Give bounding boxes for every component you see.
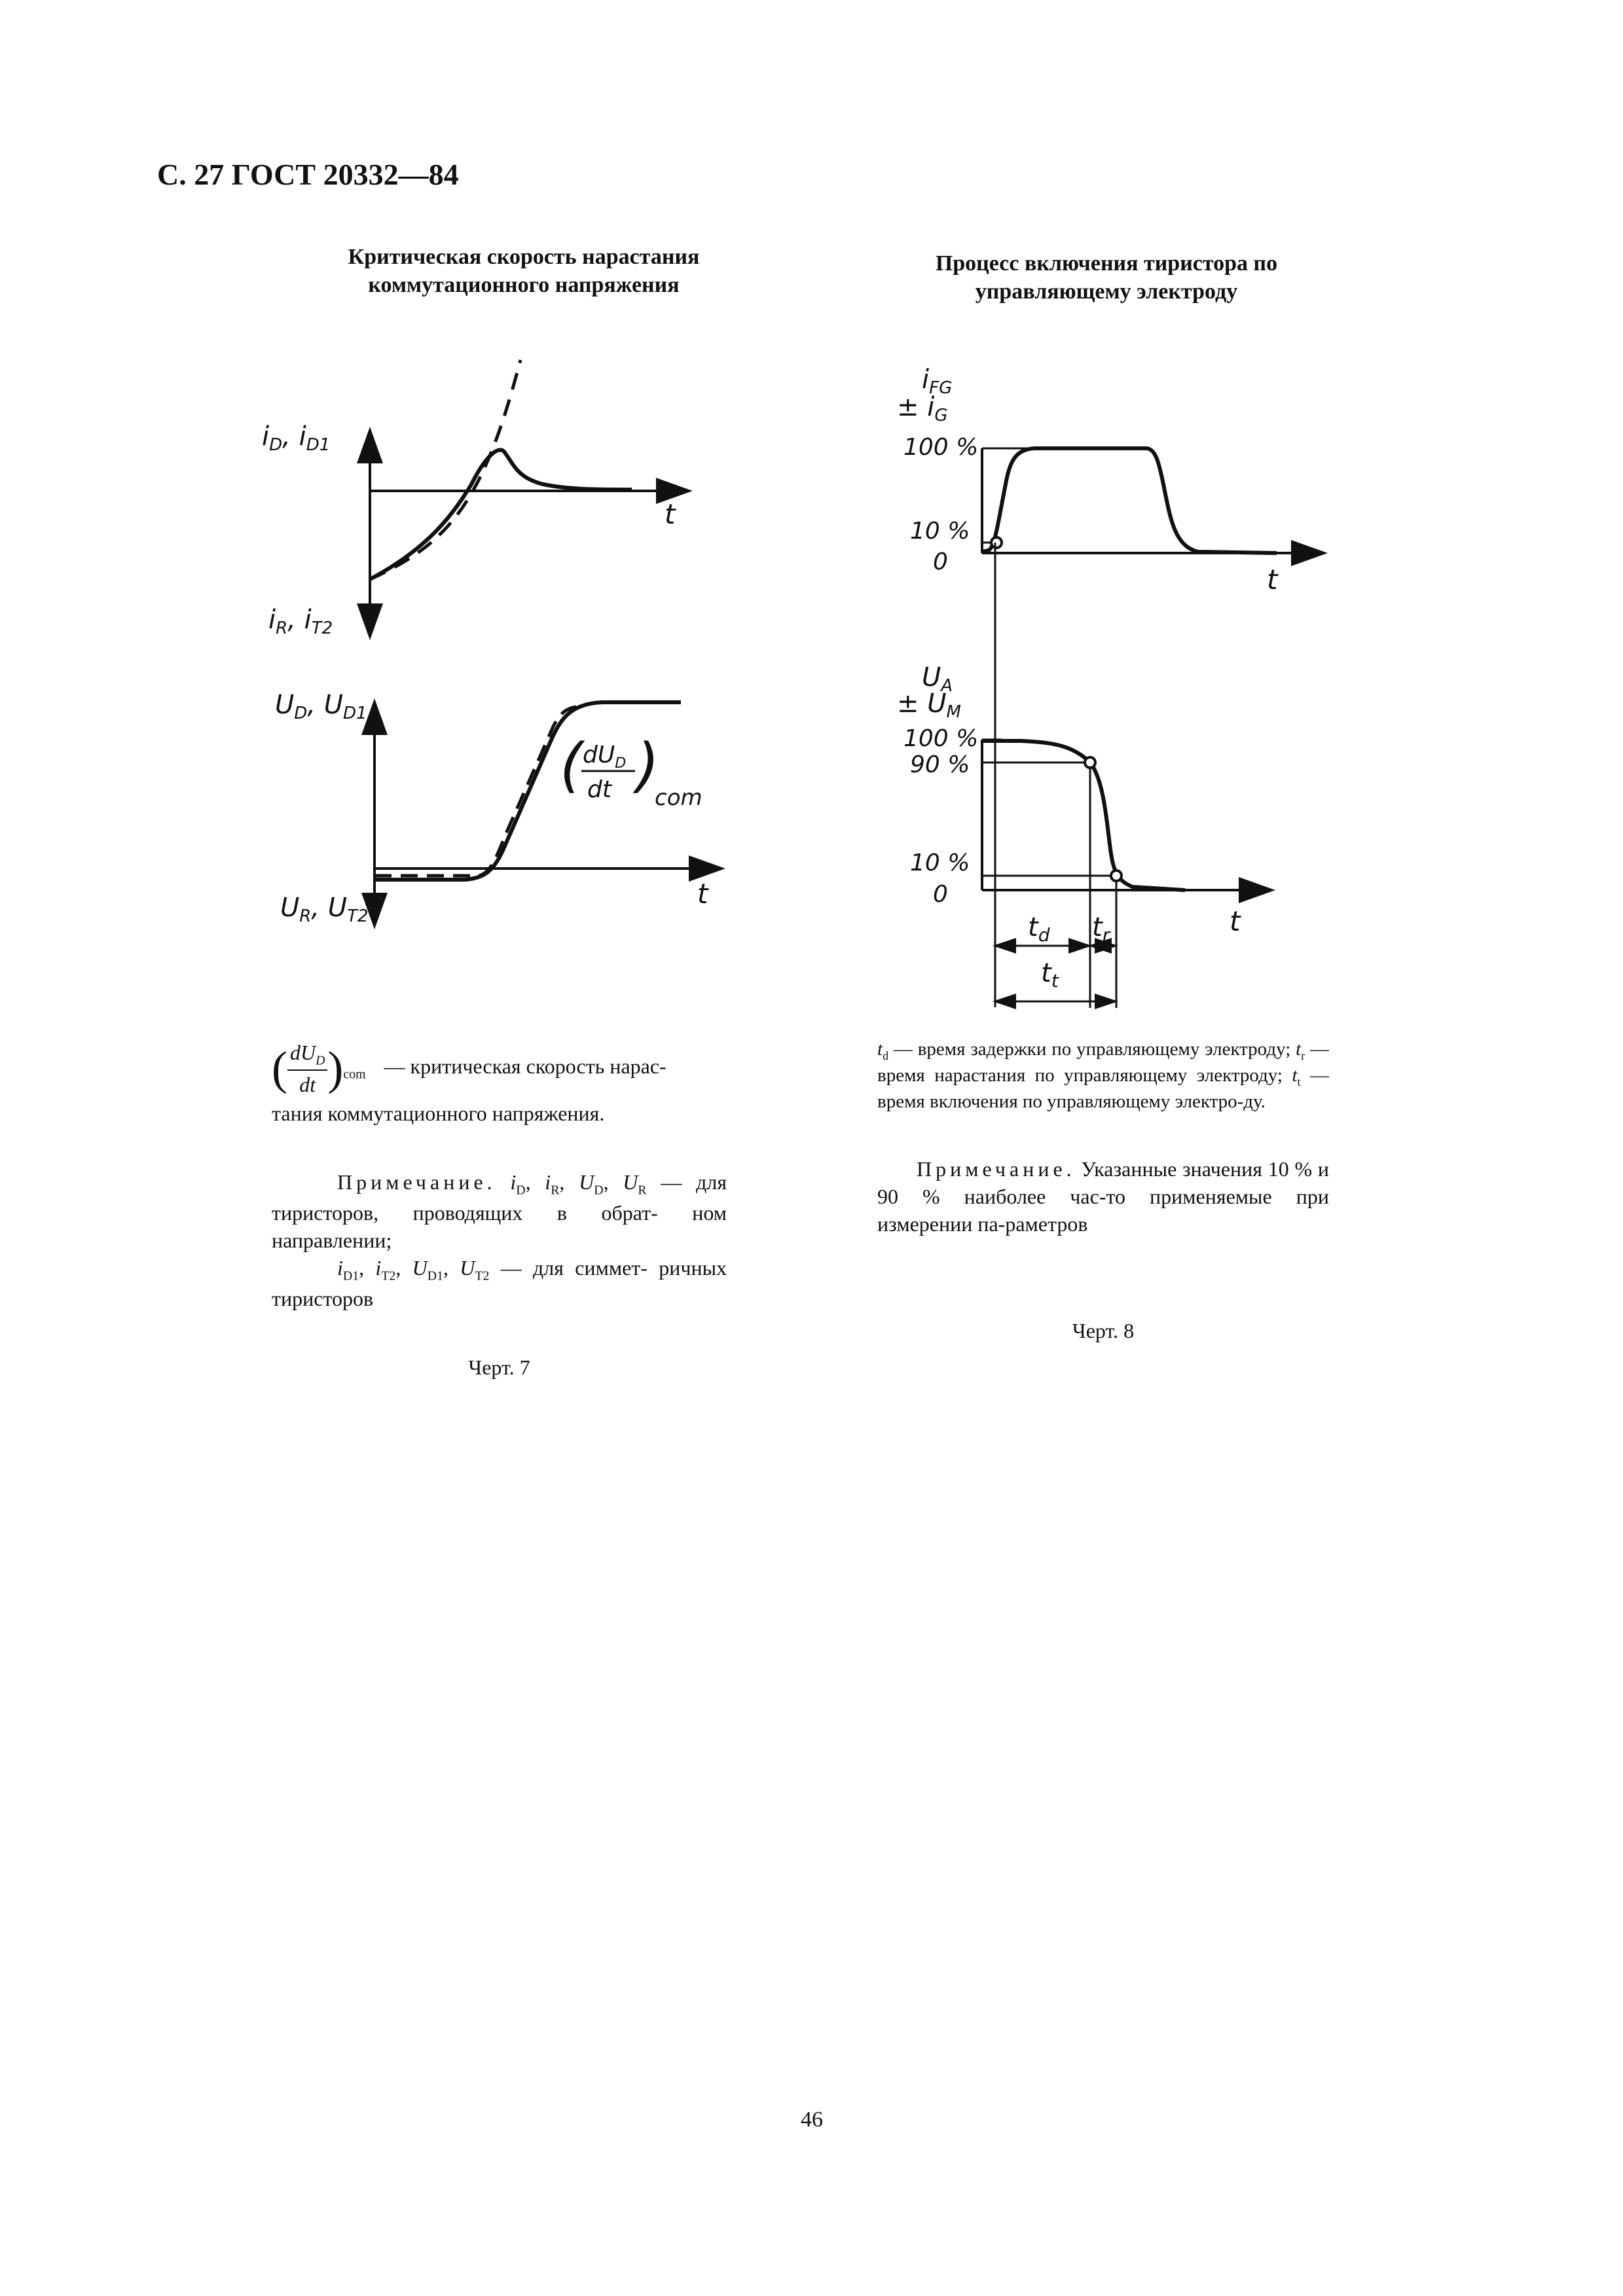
- point-90-percent: [1085, 757, 1095, 768]
- right-figure-title: [871, 250, 1342, 306]
- right-desc-p3: — время включения по управляющему электро-ду.: [877, 1065, 1330, 1113]
- left-note-line1: для тиристоров, проводящих в обрат-: [272, 1170, 727, 1225]
- left-title-line2: коммутационного напряжения: [368, 272, 680, 297]
- level-10-label: 10 %: [910, 518, 970, 545]
- right-title-line1: Процесс включения тиристора по: [935, 251, 1278, 276]
- left-top-figure: [255, 347, 714, 655]
- left-note-label: Примечание.: [337, 1170, 496, 1194]
- left-note-line4: ричных тиристоров: [272, 1256, 727, 1310]
- left-title-line1: Критическая скорость нарастания: [348, 245, 700, 269]
- formula-denominator: dt: [299, 1072, 316, 1096]
- y-label-pos: $i_D$, $i_{D1}$: [262, 422, 331, 455]
- left-caption: Черт. 7: [468, 1355, 530, 1379]
- formula-subscript: com: [343, 1067, 366, 1082]
- right-description: $t_d$ — время задержки по управляющему электроду; $t_r$ — время нарастания по управляющему электроду; $t_t$ — время включения по управляющему электро-ду.: [877, 1039, 1330, 1113]
- formula-description: — критическая скорость нарас-: [384, 1054, 666, 1078]
- right-desc-p1: — время задержки по управляющему электроду;: [893, 1039, 1291, 1060]
- y-label2: ± $U_M$: [897, 689, 961, 722]
- formula-numerator: [287, 1039, 327, 1071]
- right-note: [877, 1155, 1329, 1238]
- left-bottom-figure: [262, 681, 746, 942]
- annot-denominator: dt: [587, 776, 611, 803]
- y-label-neg: $U_R$, $U_{T2}$: [280, 893, 369, 926]
- right-desc-p2: — время нарастания по управляющему электроду;: [877, 1039, 1330, 1086]
- voltage-curve: [374, 702, 681, 880]
- annot-paren-left: (: [560, 731, 583, 800]
- td-label: $t_d$: [1028, 912, 1050, 946]
- x-label-t: t: [1230, 905, 1241, 937]
- x-label-t: t: [697, 878, 708, 910]
- formula-paren-right: ): [327, 1042, 344, 1094]
- right-bottom-figure: [890, 655, 1336, 1021]
- formula-fraction: [287, 1039, 327, 1098]
- tr-label: $t_r$: [1092, 912, 1110, 946]
- level-0-label: 0: [933, 548, 948, 575]
- dashed-tangent-curve: [374, 707, 576, 876]
- left-note-line3: — для симмет-: [500, 1256, 647, 1280]
- left-note-line2: ном направлении;: [272, 1200, 727, 1252]
- annot-numerator: $dU_D$: [583, 742, 627, 772]
- formula-description-cont: тания коммутационного напряжения.: [272, 1102, 605, 1126]
- page-header: С. 27 ГОСТ 20332—84: [157, 158, 459, 191]
- left-figure-title: [275, 243, 773, 299]
- formula-paren-left: (: [272, 1042, 287, 1094]
- x-label-t: t: [1267, 564, 1278, 596]
- left-formula-paragraph: [272, 1037, 727, 1127]
- x-label-t: t: [665, 498, 676, 530]
- y-label1: $U_A$: [922, 662, 953, 696]
- page-number: 46: [801, 2108, 823, 2132]
- right-caption: Черт. 8: [1072, 1319, 1135, 1342]
- y-label1: $i_{FG}$: [922, 365, 953, 398]
- level-90-label: 90 %: [910, 751, 970, 778]
- right-note-label: Примечание.: [917, 1157, 1076, 1181]
- level-0-label: 0: [933, 881, 948, 908]
- gate-current-pulse: [982, 448, 1277, 553]
- y-label-pos: $U_D$, $U_{D1}$: [275, 690, 367, 723]
- annot-paren-right: ): [636, 731, 660, 800]
- level-100-label: 100 %: [903, 434, 979, 461]
- left-note: Примечание. $i_D$, $i_R$, $U_D$, $U_R$ — для тиристоров, проводящих в обрат- ном направлении; $i_{D1}$, $i_{T2}$, $U_{D1}$, $U_{T2}$ — для симмет- ричных тиристоров: [272, 1170, 727, 1310]
- tt-label: $t_t$: [1041, 958, 1059, 992]
- point-10-percent: [1111, 870, 1122, 881]
- dashed-exponential-curve: [370, 360, 520, 579]
- annot-subscript: com: [655, 785, 702, 811]
- right-title-line2: управляющему электроду: [975, 279, 1238, 304]
- y-label-neg: $i_R$, $i_{T2}$: [268, 605, 333, 638]
- level-10-label: 10 %: [910, 850, 970, 876]
- right-top-figure: [890, 357, 1336, 605]
- formula-num-text: dU: [289, 1041, 316, 1065]
- y-label2: ± $i_G$: [897, 392, 948, 425]
- right-note-text: Указанные значения 10 % и 90 % наиболее час-то применяемые при измерении па-раметров: [877, 1157, 1330, 1236]
- level-100-label: 100 %: [903, 725, 979, 752]
- formula-num-sub: D: [316, 1053, 325, 1068]
